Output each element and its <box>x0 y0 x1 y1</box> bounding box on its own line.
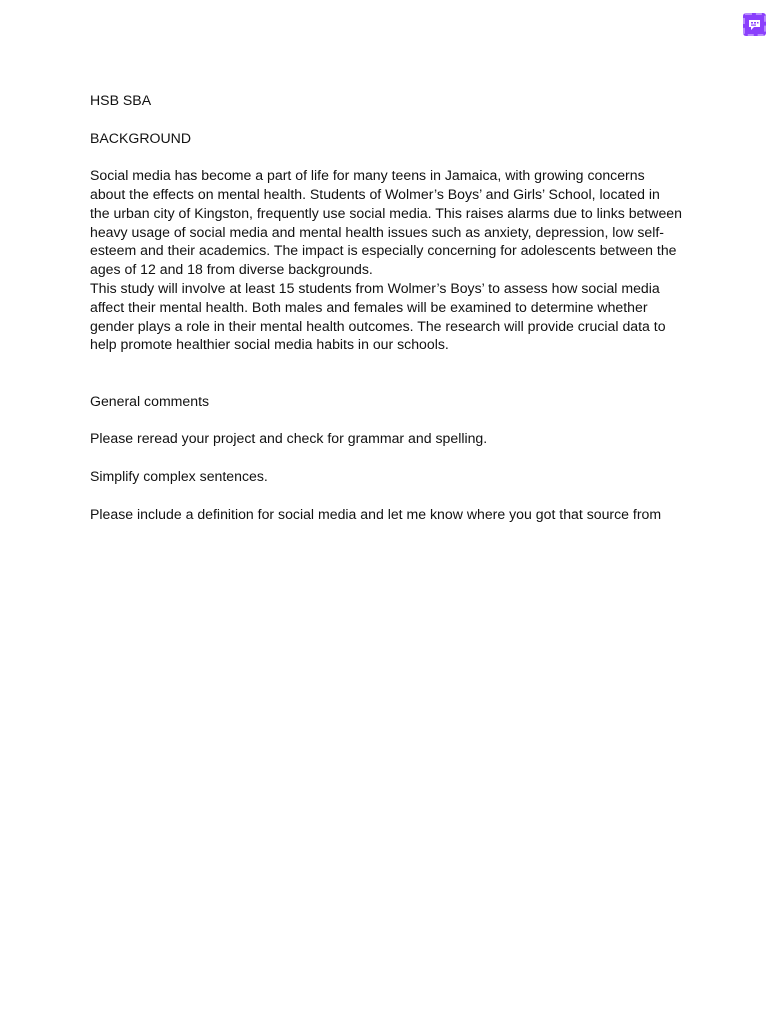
comment-item-simplify: Simplify complex sentences. <box>90 467 268 484</box>
blank-line <box>90 373 682 392</box>
comment-item-grammar: Please reread your project and check for grammar and spelling. <box>90 430 488 447</box>
background-paragraph-2: This study will involve at least 15 students from Wolmer’s Boys’ to assess how social media affect their mental health. Both males and females will be examined to determine whether gender plays a role in their mental health outcomes. The research will provide crucial data to help promote healthier social media habits in our schools. <box>90 279 666 353</box>
comment-indicator-button[interactable] <box>743 13 766 36</box>
document-body <box>90 91 682 542</box>
document-title: HSB SBA <box>90 92 152 108</box>
section-heading-comments: General comments <box>90 392 210 409</box>
comment-item-definition: Please include a definition for social media and let me know where you got that source from <box>90 505 662 522</box>
section-heading-background: BACKGROUND <box>90 129 192 146</box>
comment-icon <box>748 19 761 31</box>
background-paragraph-1: Social media has become a part of life for many teens in Jamaica, with growing concerns about the effects on mental health. Students of Wolmer’s Boys’ and Girls’ School, located in the urban city of Kingston, frequently use social media. This raises alarms due to links between heavy usage of social media and mental health issues such as anxiety, depression, low self-esteem and their academics. The impact is especially concerning for adolescents between the ages of 12 and 18 from diverse backgrounds. <box>90 167 682 278</box>
